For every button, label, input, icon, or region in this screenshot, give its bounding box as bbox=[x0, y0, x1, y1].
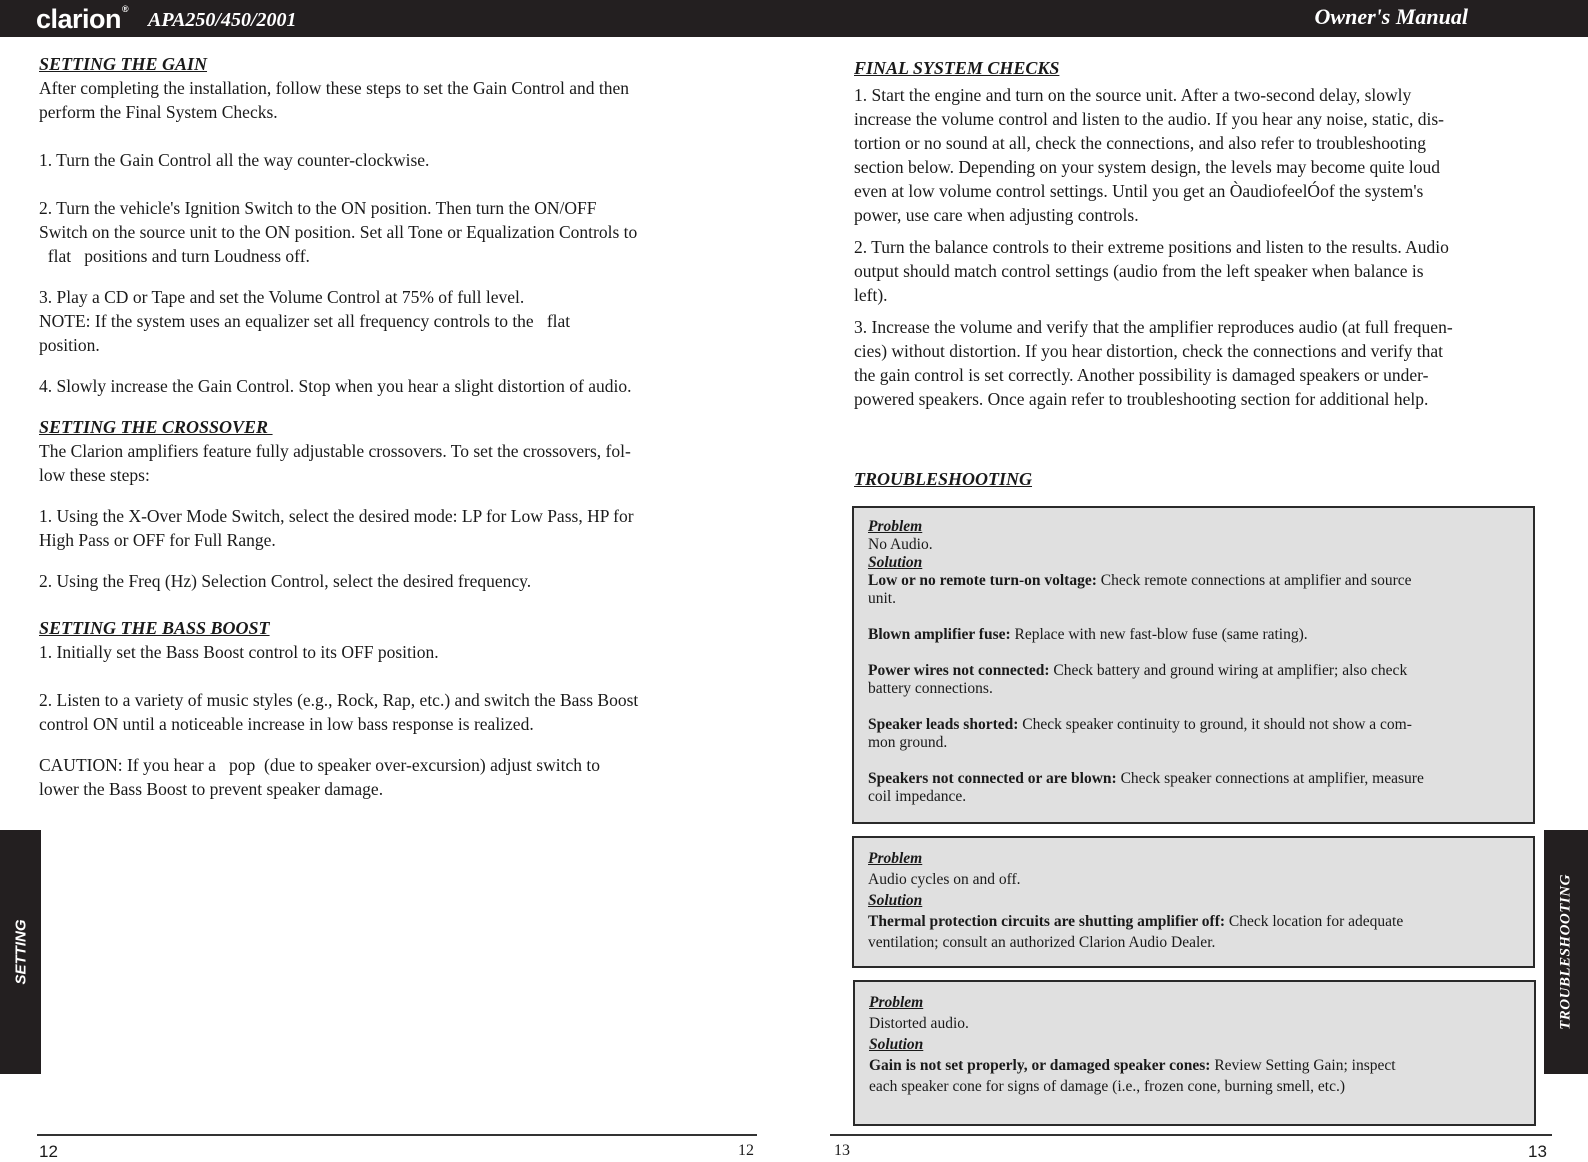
page-number: 13 bbox=[834, 1142, 850, 1159]
gain-step-4: 4. Slowly increase the Gain Control. Stop when you hear a slight distortion of audio. bbox=[39, 376, 632, 396]
section-title-troubleshooting: TROUBLESHOOTING bbox=[854, 469, 1033, 489]
final-check-1: 1. Start the engine and turn on the source unit. After a two-second delay, slowly increase the volume control and listen to the audio. If you hear any noise, static, dis- tortion or no sound at all, check the connections, and also refer to troubleshooting section below. Depending on your system design, the levels may become quite loud even at low volume control settings. Until you get an ÒaudiofeelÓof the system's power, use care when adjusting controls. bbox=[854, 85, 1444, 225]
right-page-content bbox=[854, 56, 1544, 491]
footer-rule-left bbox=[37, 1134, 757, 1136]
final-check-2: 2. Turn the balance controls to their extreme positions and listen to the results. Audio output should match control settings (audio from the left speaker when balance is left). bbox=[854, 237, 1449, 305]
problem-text: No Audio. bbox=[868, 536, 933, 553]
gain-step-1: 1. Turn the Gain Control all the way counter-clockwise. bbox=[39, 150, 430, 170]
manual-title: Owner's Manual bbox=[1314, 4, 1468, 29]
problem-label: Problem bbox=[868, 518, 923, 535]
brand-logo: clarion® bbox=[36, 4, 129, 34]
solution-label: Solution bbox=[868, 892, 923, 909]
solution-item: Blown amplifier fuse: Replace with new fast-blow fuse (same rating). bbox=[868, 626, 1308, 643]
section-title-crossover: SETTING THE CROSSOVER bbox=[39, 417, 273, 437]
section-title-gain: SETTING THE GAIN bbox=[39, 54, 208, 74]
page-number: 13 bbox=[1528, 1142, 1547, 1161]
trouble-box-no-audio bbox=[852, 506, 1535, 824]
section-title-final-checks: FINAL SYSTEM CHECKS bbox=[854, 58, 1060, 78]
problem-text: Distorted audio. bbox=[869, 1015, 969, 1032]
page-number: 12 bbox=[39, 1142, 58, 1161]
page-number: 12 bbox=[738, 1142, 754, 1159]
gain-step-2: 2. Turn the vehicle's Ignition Switch to the ON position. Then turn the ON/OFF Switch on the source unit to the ON position. Set all Tone or Equalization Controls to flat positions and turn Loudness off. bbox=[39, 198, 638, 266]
solution-item: Speaker leads shorted: Check speaker continuity to ground, it should not show a com- mon ground. bbox=[868, 716, 1412, 751]
problem-label: Problem bbox=[869, 994, 924, 1011]
problem-text: Audio cycles on and off. bbox=[868, 871, 1021, 888]
side-tab-setting: SETTING bbox=[0, 830, 41, 1074]
solution-item: Gain is not set properly, or damaged speaker cones: Review Setting Gain; inspect each speaker cone for signs of damage (i.e., frozen cone, burning smell, etc.) bbox=[869, 1057, 1396, 1095]
crossover-step-2: 2. Using the Freq (Hz) Selection Control, select the desired frequency. bbox=[39, 571, 532, 591]
crossover-step-1: 1. Using the X-Over Mode Switch, select the desired mode: LP for Low Pass, HP for High Pass or OFF for Full Range. bbox=[39, 506, 634, 550]
section-title-bass-boost: SETTING THE BASS BOOST bbox=[39, 618, 270, 638]
side-tab-troubleshooting: TROUBLESHOOTING bbox=[1544, 830, 1588, 1074]
crossover-intro: The Clarion amplifiers feature fully adjustable crossovers. To set the crossovers, fol- low these steps: bbox=[39, 441, 631, 485]
left-page-content bbox=[39, 52, 739, 801]
gain-intro: After completing the installation, follow these steps to set the Gain Control and then perform the Final System Checks. bbox=[39, 78, 630, 122]
solution-item: Power wires not connected: Check battery and ground wiring at amplifier; also check battery connections. bbox=[868, 662, 1408, 697]
solution-item: Speakers not connected or are blown: Check speaker connections at amplifier, measure coil impedance. bbox=[868, 770, 1424, 805]
gain-step-3: 3. Play a CD or Tape and set the Volume Control at 75% of full level. NOTE: If the system uses an equalizer set all frequency controls to the flat position. bbox=[39, 287, 571, 355]
final-check-3: 3. Increase the volume and verify that the amplifier reproduces audio (at full frequen- cies) without distortion. If you hear distortion, check the connections and verify that the gain control is set correctly. Another possibility is damaged speakers or under- powered speakers. Once again refer to troubleshooting section for additional help. bbox=[854, 317, 1453, 409]
footer-rule-right bbox=[830, 1134, 1552, 1136]
solution-item: Low or no remote turn-on voltage: Check remote connections at amplifier and source unit. bbox=[868, 572, 1412, 607]
model-number: APA250/450/2001 bbox=[148, 9, 297, 31]
problem-label: Problem bbox=[868, 850, 923, 867]
caution-note: CAUTION: If you hear a pop (due to speaker over-excursion) adjust switch to lower the Bass Boost to prevent speaker damage. bbox=[39, 755, 600, 799]
trouble-box-distorted-audio bbox=[853, 980, 1536, 1126]
trouble-box-audio-cycles bbox=[852, 836, 1535, 968]
bass-step-2: 2. Listen to a variety of music styles (e.g., Rock, Rap, etc.) and switch the Bass Boost control ON until a noticeable increase in low bass response is realized. bbox=[39, 690, 639, 734]
header-bar bbox=[0, 0, 1588, 37]
solution-label: Solution bbox=[868, 554, 923, 571]
solution-item: Thermal protection circuits are shutting amplifier off: Check location for adequate ventilation; consult an authorized Clarion Audio Dealer. bbox=[868, 913, 1404, 951]
solution-label: Solution bbox=[869, 1036, 924, 1053]
bass-step-1: 1. Initially set the Bass Boost control to its OFF position. bbox=[39, 642, 439, 662]
